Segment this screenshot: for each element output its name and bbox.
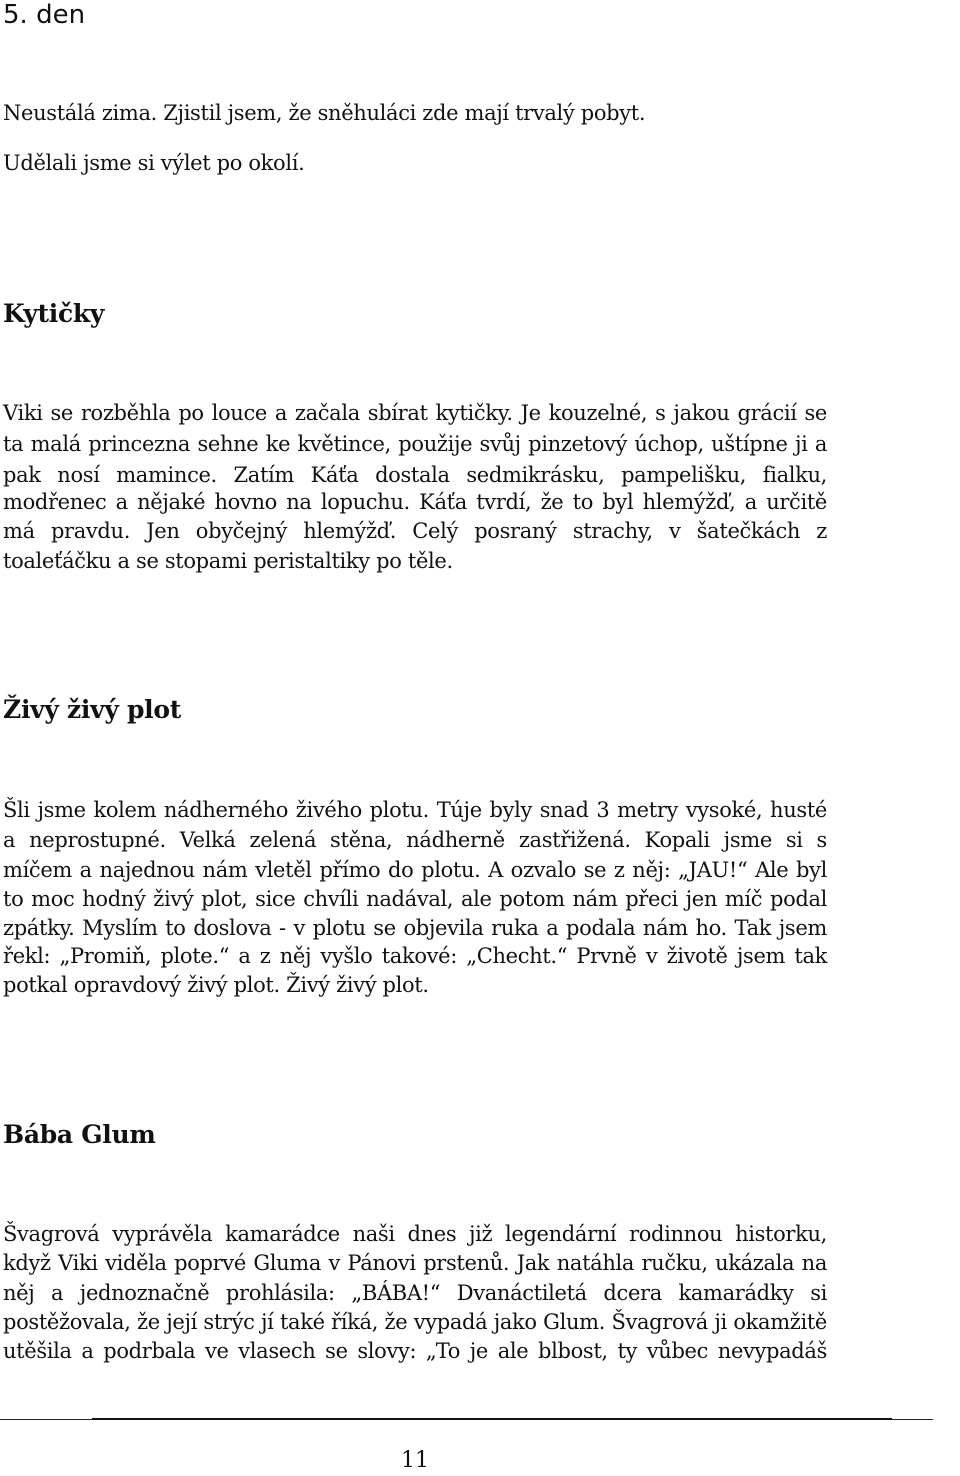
paragraph-line: to moc hodný živý plot, sice chvíli nadával, ale potom nám přeci jen míč podal (3, 887, 827, 911)
page-number: 11 (401, 1448, 429, 1473)
paragraph-line: ta malá princezna sehne ke květince, použije svůj pinzetový úchop, uštípne ji a (3, 432, 827, 456)
paragraph-line: modřenec a nějaké hovno na lopuchu. Káťa tvrdí, že to byl hlemýžď, a určitě (3, 490, 827, 514)
section-title-zivy-plot: Živý živý plot (3, 695, 181, 724)
paragraph-line: něj a jednoznačně prohlásila: „BÁBA!“ Dvanáctiletá dcera kamarádky si (3, 1281, 827, 1305)
paragraph-line: pak nosí mamince. Zatím Káťa dostala sedmikrásku, pampelišku, fialku, (3, 463, 827, 487)
paragraph-line: řekl: „Promiň, plote.“ a z něj vyšlo takové: „Checht.“ Prvně v životě jsem tak (3, 944, 827, 968)
footer-rule-bold (92, 1418, 892, 1420)
paragraph-line: Švagrová vyprávěla kamarádce naši dnes již legendární rodinnou historku, (3, 1222, 827, 1246)
paragraph-line: míčem a najednou nám vletěl přímo do plotu. A ozvalo se z něj: „JAU!“ Ale byl (3, 858, 827, 882)
paragraph-line: a neprostupné. Velká zelená stěna, nádherně zastřižená. Kopali jsme si s (3, 828, 827, 852)
page-heading: 5. den (3, 0, 86, 30)
paragraph-line: zpátky. Myslím to doslova - v plotu se objevila ruka a podala nám ho. Tak jsem (3, 916, 827, 940)
intro-line: Neustálá zima. Zjistil jsem, že sněhuláci zde mají trvalý pobyt. (3, 101, 646, 125)
intro-line: Udělali jsme si výlet po okolí. (3, 151, 305, 175)
section-title-kyticky: Kytičky (3, 299, 105, 328)
paragraph-line: Viki se rozběhla po louce a začala sbírat kytičky. Je kouzelné, s jakou grácií se (3, 401, 827, 425)
paragraph-line: potkal opravdový živý plot. Živý živý plot. (3, 973, 429, 997)
paragraph-line: toaleťáčku a se stopami peristaltiky po těle. (3, 549, 453, 573)
paragraph-line: když Viki viděla poprvé Gluma v Pánovi prstenů. Jak natáhla ručku, ukázala na (3, 1251, 827, 1275)
paragraph-line: postěžovala, že její strýc jí také říká, že vypadá jako Glum. Švagrová ji okamžitě (3, 1310, 827, 1334)
paragraph-line: má pravdu. Jen obyčejný hlemýžď. Celý posraný strachy, v šatečkách z (3, 519, 827, 543)
paragraph-line: Šli jsme kolem nádherného živého plotu. Túje byly snad 3 metry vysoké, husté (3, 798, 827, 822)
paragraph-line: utěšila a podrbala ve vlasech se slovy: „To je ale blbost, ty vůbec nevypadáš (3, 1339, 827, 1363)
section-title-baba-glum: Bába Glum (3, 1120, 156, 1149)
